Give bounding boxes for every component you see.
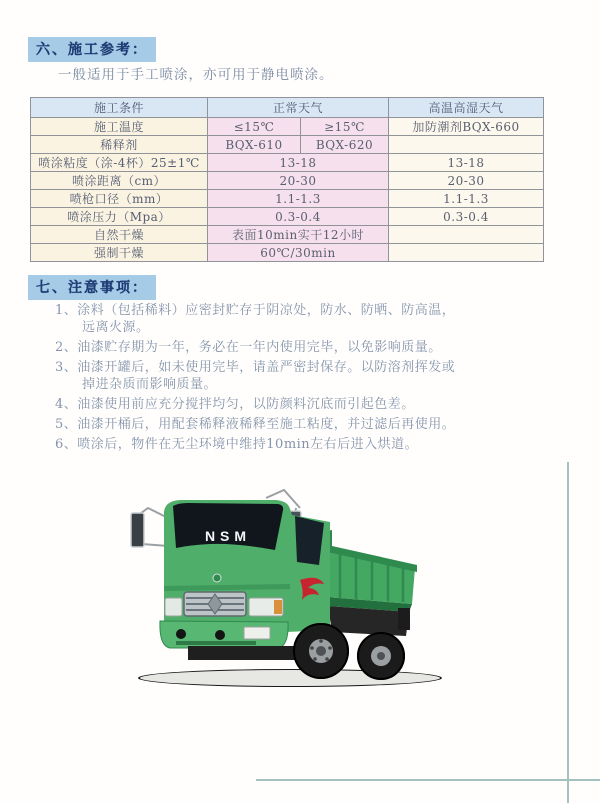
page-edge-horizontal-line (256, 779, 600, 781)
table-header-row (31, 98, 544, 118)
row-label: 自然干燥 (31, 226, 208, 244)
cell-value (389, 226, 544, 244)
note-item: 6、喷涂后，物件在无尘环境中维持10min左右后进入烘道。 (55, 437, 419, 452)
table-row (31, 154, 544, 172)
cell-value: 20-30 (389, 172, 544, 190)
cell-value (389, 136, 544, 154)
table-row (31, 118, 544, 136)
cell-value: 13-18 (208, 154, 389, 172)
table-row (31, 244, 544, 262)
header-cell-humid-weather: 高温高湿天气 (389, 98, 544, 118)
cell-value: 加防潮剂BQX-660 (389, 118, 544, 136)
cell-value: BQX-610 (208, 136, 301, 154)
row-label: 喷枪口径（mm） (31, 190, 208, 208)
left-headlight (165, 598, 182, 616)
cell-value: 60℃/30min (208, 244, 389, 262)
note-item: 4、油漆使用前应充分搅拌均匀，以防颜料沉底而引起色差。 (55, 397, 415, 412)
truck-photo (118, 488, 458, 696)
row-label: 稀释剂 (31, 136, 208, 154)
table-row (31, 208, 544, 226)
table-row (31, 172, 544, 190)
row-label: 强制干燥 (31, 244, 208, 262)
table-row (31, 136, 544, 154)
note-item: 5、油漆开桶后，用配套稀释液稀释至施工粘度，并过滤后再使用。 (55, 417, 456, 432)
table-row (31, 226, 544, 244)
dump-bed (323, 530, 417, 612)
truck-illustration (118, 488, 458, 696)
cell-value: 表面10min实干12小时 (208, 226, 389, 244)
row-label: 喷涂粘度（涂-4杯）25±1℃ (31, 154, 208, 172)
cell-value: BQX-620 (301, 136, 389, 154)
cell-value: ≥15℃ (301, 118, 389, 136)
row-label: 喷涂距离（cm） (31, 172, 208, 190)
spray-conditions-table (30, 97, 544, 262)
rear-wheel (357, 632, 405, 680)
section7-title: 七、注意事项： (28, 275, 156, 300)
left-mirror-glass (131, 513, 144, 547)
notes-list (55, 302, 459, 456)
table-row (31, 190, 544, 208)
cell-value: 20-30 (208, 172, 389, 190)
note-item: 3、油漆开罐后，如未使用完毕，请盖严密封保存。以防溶剂挥发或掉进杂质而影响质量。 (55, 360, 456, 392)
cell-value (389, 244, 544, 262)
row-label: 喷涂压力（Mpa） (31, 208, 208, 226)
cell-value: ≤15℃ (208, 118, 301, 136)
row-label: 施工温度 (31, 118, 208, 136)
header-cell-normal-weather: 正常天气 (208, 98, 389, 118)
section6-title: 六、施工参考： (28, 37, 156, 62)
cell-value: 0.3-0.4 (389, 208, 544, 226)
cell-value: 13-18 (389, 154, 544, 172)
header-cell-conditions: 施工条件 (31, 98, 208, 118)
section6-intro: 一般适用于手工喷涂，亦可用于静电喷涂。 (58, 67, 334, 83)
truck-logo-text: NSM (204, 528, 252, 544)
cell-value: 1.1-1.3 (389, 190, 544, 208)
page-edge-vertical-line (567, 462, 569, 803)
cab (160, 500, 330, 648)
front-wheel (293, 623, 349, 679)
note-item: 1、涂料（包括稀料）应密封贮存于阴凉处，防水、防晒、防高温，远离火源。 (55, 303, 456, 335)
cell-value: 0.3-0.4 (208, 208, 389, 226)
note-item: 2、油漆贮存期为一年，务必在一年内使用完毕，以免影响质量。 (55, 340, 442, 355)
cell-value: 1.1-1.3 (208, 190, 389, 208)
